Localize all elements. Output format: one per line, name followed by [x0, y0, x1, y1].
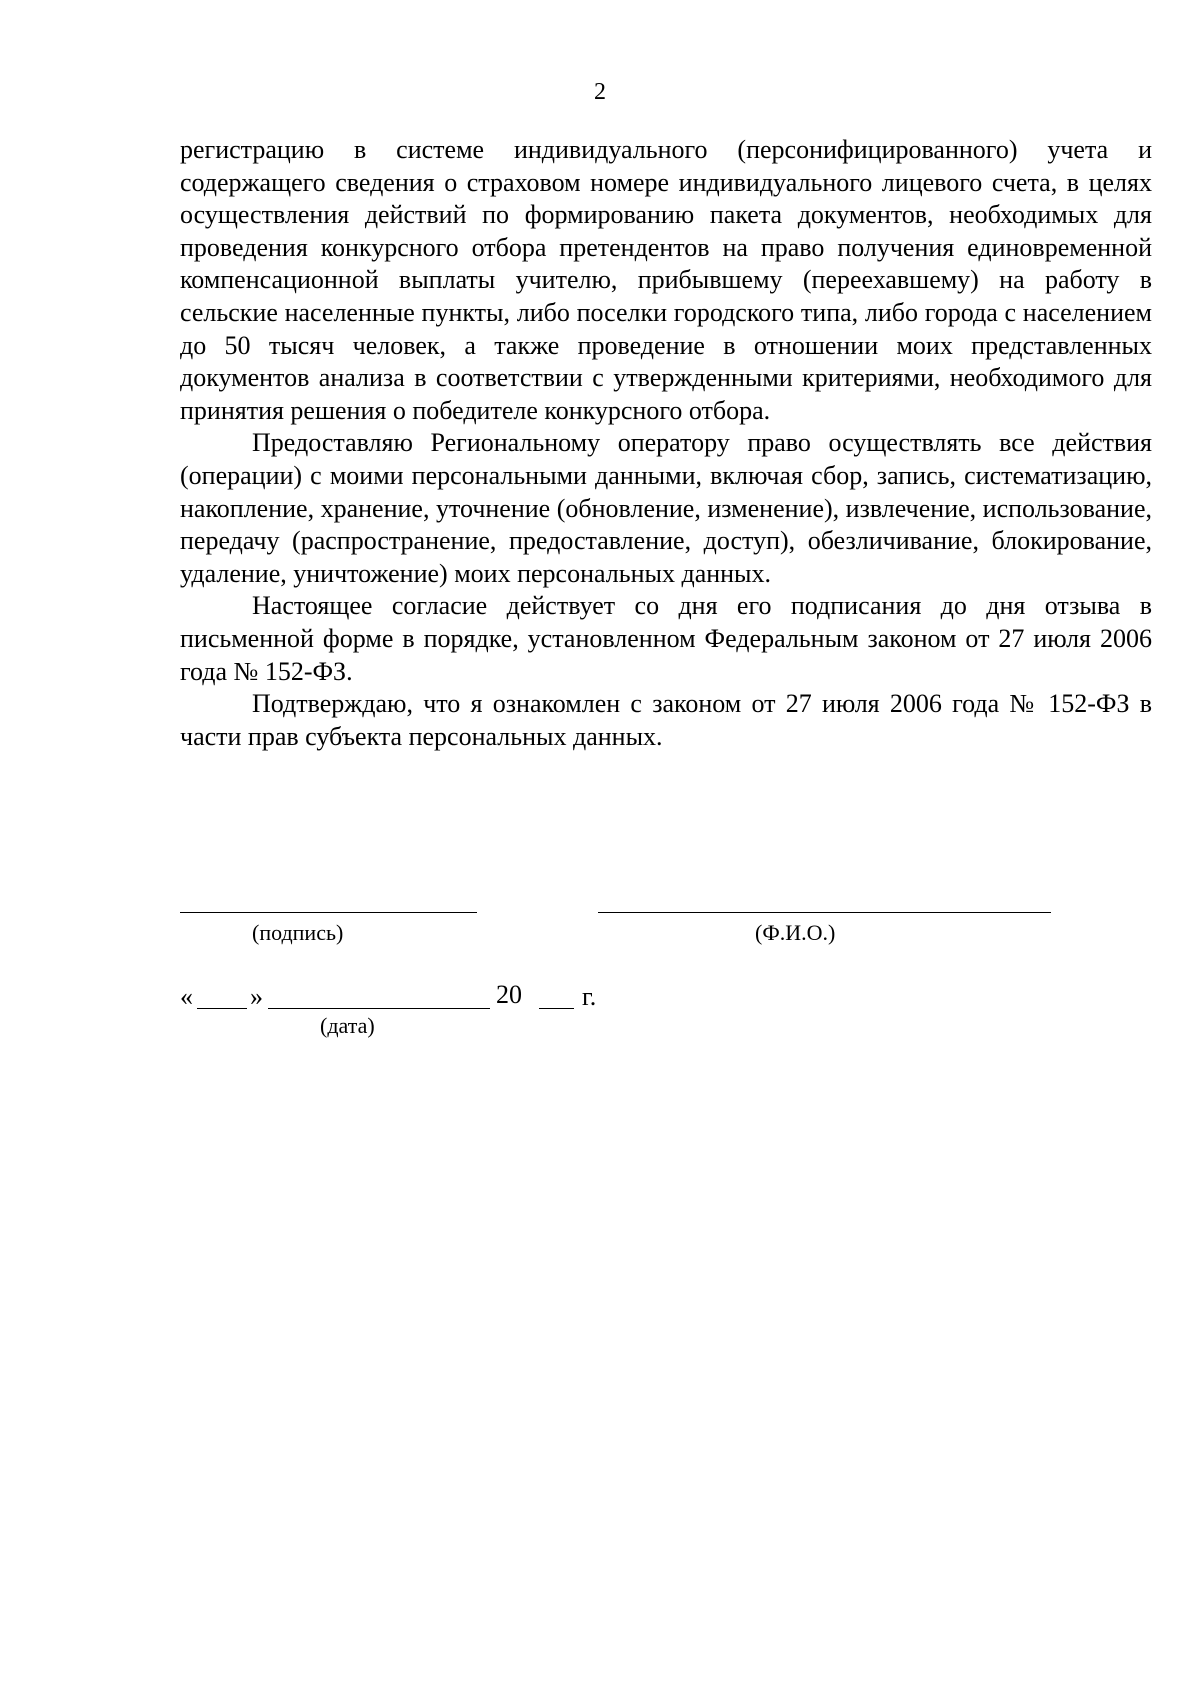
signature-line	[180, 912, 477, 913]
date-month-line	[268, 1008, 490, 1009]
date-close-quote: »	[250, 982, 263, 1011]
paragraph-operator-rights: Предоставляю Региональному оператору право осуществлять все действия (операции) с моими персональными данными, включая сбор, запись, систематизацию, накопление, хранение, уточнение (обновление, изменение), извлечение, использование, передачу (распространение, предоставление, доступ), обезличивание, блокирование, удаление, уничтожение) моих персональных данных.	[180, 428, 1152, 588]
document-body	[180, 134, 1152, 753]
date-day-line	[197, 1008, 247, 1009]
paragraph-consent-purpose: регистрацию в системе индивидуального (персонифицированного) учета и содержащего сведения о страховом номере индивидуального лицевого счета, в целях осуществления действий по формированию пакета документов, необходимых для проведения конкурсного отбора претендентов на право получения единовременной компенсационной выплаты учителю, прибывшему (переехавшему) на работу в сельские населенные пункты, либо поселки городского типа, либо города с населением до 50 тысяч человек, а также проведение в отношении моих представленных документов анализа в соответствии с утвержденными критериями, необходимого для принятия решения о победителе конкурсного отбора.	[180, 135, 1152, 425]
page-number: 2	[594, 79, 606, 105]
fio-line	[598, 912, 1051, 913]
paragraph-law-acknowledgement: Подтверждаю, что я ознакомлен с законом от 27 июля 2006 года № 152-ФЗ в части прав субъекта персональных данных.	[180, 689, 1152, 751]
date-open-quote: «	[180, 982, 193, 1011]
paragraph-consent-duration: Настоящее согласие действует со дня его подписания до дня отзыва в письменной форме в порядке, установленном Федеральным законом от 27 июля 2006 года № 152-ФЗ.	[180, 591, 1152, 686]
date-year-line	[539, 1008, 574, 1009]
fio-label: (Ф.И.О.)	[755, 920, 836, 945]
date-year-prefix: 20	[496, 980, 522, 1009]
date-year-suffix: г.	[582, 982, 597, 1011]
date-label: (дата)	[320, 1013, 375, 1038]
signature-label: (подпись)	[252, 920, 344, 945]
